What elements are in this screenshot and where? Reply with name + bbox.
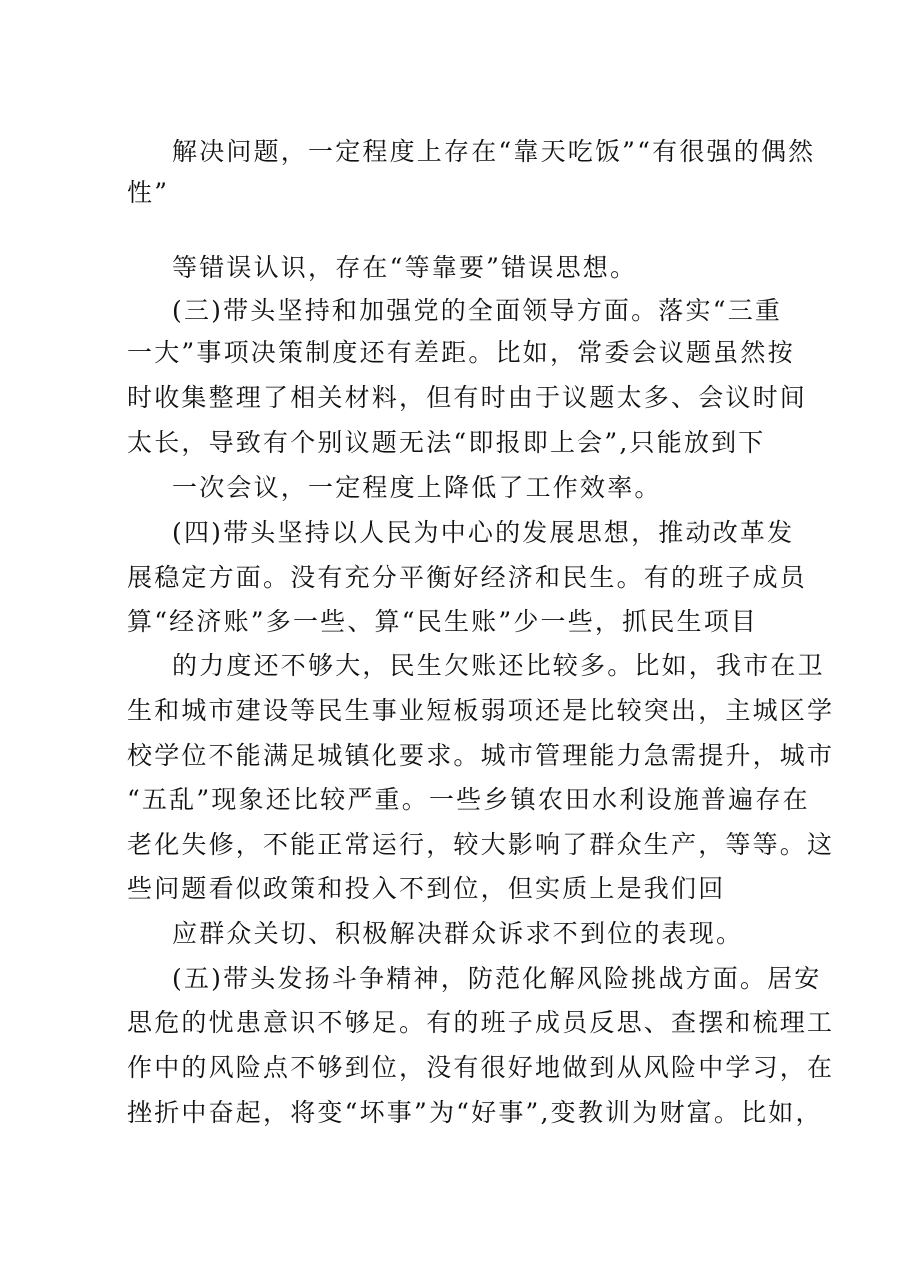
paragraph-line: 解决问题，一定程度上存在“靠天吃饭”“有很强的偶然	[172, 137, 816, 166]
paragraph-line: 生和城市建设等民生事业短板弱项还是比较突出，主城区学	[127, 696, 835, 725]
paragraph-line: 应群众关切、积极解决群众诉求不到位的表现。	[172, 919, 744, 948]
paragraph-line: 展稳定方面。没有充分平衡好经济和民生。有的班子成员	[127, 563, 808, 592]
paragraph-line: 挫折中奋起，将变“坏事”为“好事”,变教训为财富。比如，	[127, 1098, 823, 1127]
paragraph-line: 作中的风险点不够到位，没有很好地做到从风险中学习，在	[127, 1053, 835, 1082]
paragraph-line: 算“经济账”多一些、算“民生账”少一些，抓民生项目	[127, 607, 759, 636]
paragraph-line: 些问题看似政策和投入不到位，但实质上是我们回	[127, 874, 726, 903]
paragraph-line: 的力度还不够大，民生欠账还比较多。比如，我市在卫	[172, 651, 825, 680]
paragraph-line: 一大”事项决策制度还有差距。比如，常委会议题虽然按	[127, 338, 795, 367]
paragraph-line: 时收集整理了相关材料，但有时由于议题太多、会议时间	[127, 383, 808, 412]
section-heading-line: (三)带头坚持和加强党的全面领导方面。落实“三重	[172, 296, 783, 325]
paragraph-line: 等错误认识，存在“等靠要”错误思想。	[172, 253, 638, 282]
paragraph-line: “五乱”现象还比较严重。一些乡镇农田水利设施普遍存在	[127, 785, 810, 814]
paragraph-line: 太长，导致有个别议题无法“即报即上会”,只能放到下	[127, 428, 766, 457]
paragraph-line: 校学位不能满足城镇化要求。城市管理能力急需提升，城市	[127, 741, 835, 770]
paragraph-line: 一次会议，一定程度上降低了工作效率。	[172, 473, 662, 502]
paragraph-line: 老化失修，不能正常运行，较大影响了群众生产，等等。这	[127, 830, 835, 859]
paragraph-line: 性”	[127, 178, 170, 207]
paragraph-line: 思危的忧患意识不够足。有的班子成员反思、查摆和梳理工	[127, 1008, 835, 1037]
section-heading-line: (四)带头坚持以人民为中心的发展思想，推动改革发	[172, 518, 795, 547]
section-heading-line: (五)带头发扬斗争精神，防范化解风险挑战方面。居安	[172, 964, 822, 993]
